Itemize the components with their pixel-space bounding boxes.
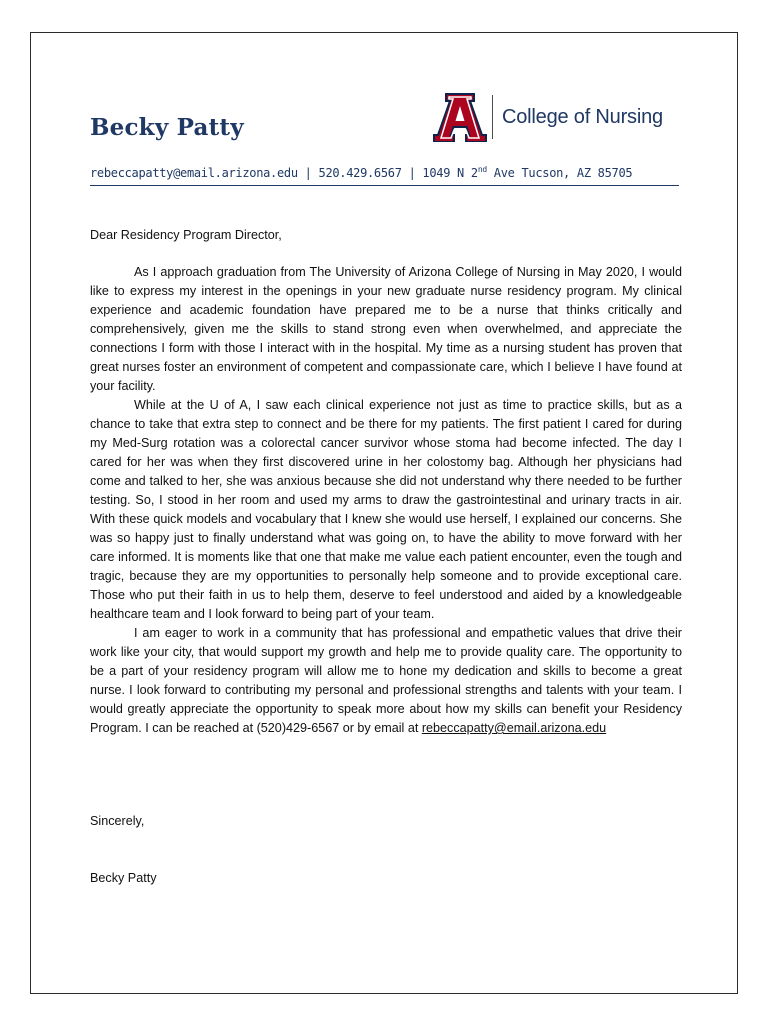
paragraph-3-text: I am eager to work in a community that has professional and empathetic values that drive their work like your city, that would support my growth and help me to provide quality care. The opportunity to be a part of your residency program will allow me to hone my dedication and skills to become a great nurse. I look forward to contributing my personal and professional strengths and talents with your team. I would greatly appreciate the opportunity to speak more about how my skills can benefit your Residency Program. I can be reached at (520)429-6567 or by email at xyxy=(90,626,682,735)
email-link[interactable]: rebeccapatty@email.arizona.edu xyxy=(421,721,607,735)
letter-body xyxy=(90,263,682,738)
paragraph-1: As I approach graduation from The University of Arizona College of Nursing in May 2020, I would like to express my interest in the openings in your new graduate nurse residency program. My clinical experience and academic foundation have prepared me to be a nurse that thinks critically and comprehensively, given me the skills to stand strong even when overwhelmed, and appreciate the connections I form with those I interact with in the hospital. My time as a nursing student has proven that great nurses foster an environment of competent and compassionate care, which I believe I have found at your facility. xyxy=(90,265,682,393)
contact-phone: 520.429.6567 xyxy=(318,166,402,180)
contact-separator: | xyxy=(297,166,319,180)
contact-email[interactable]: rebeccapatty@email.arizona.edu xyxy=(90,166,298,180)
paragraph-3 xyxy=(90,624,682,738)
closing: Sincerely, xyxy=(90,814,145,828)
contact-line xyxy=(90,165,632,180)
signature-name: Becky Patty xyxy=(90,871,157,885)
contact-address-number: 1049 N 2 xyxy=(422,166,478,180)
logo-divider xyxy=(492,95,493,139)
paragraph-2: While at the U of A, I saw each clinical experience not just as time to practice skills, but as a chance to take that extra step to connect and be there for my patients. The first patient I cared for during my Med-Surg rotation was a colorectal cancer survivor whose stoma had become infected. The day I cared for her was when they first discovered urine in her colostomy bag. Although her physicians had come and talked to her, she was anxious because she did not understand why there needed to be further testing. So, I stood in her room and used my arms to draw the gastrointestinal and urinary tracts in air. With these quick models and vocabulary that I knew she would use herself, I explained our concerns. She was so happy just to finally understand what was going on, to have the ability to move forward with her care informed. It is moments like that one that make me value each patient encounter, even the tough and tragic, because they are my opportunities to personally help someone and to provide exceptional care. Those who put their faith in us to help them, deserve to feel understood and aided by a knowledgeable healthcare team and I look forward to being part of your team. xyxy=(90,398,682,621)
salutation: Dear Residency Program Director, xyxy=(90,228,282,242)
university-a-logo-icon xyxy=(432,92,488,142)
contact-separator: | xyxy=(401,166,423,180)
letterhead-name: Becky Patty xyxy=(90,114,244,141)
contact-underline xyxy=(90,185,679,186)
logo-text: College of Nursing xyxy=(502,106,663,128)
college-logo xyxy=(432,92,682,142)
contact-address-street: Ave Tucson, AZ 85705 xyxy=(486,166,633,180)
contact-address-ordinal: nd xyxy=(477,165,487,174)
